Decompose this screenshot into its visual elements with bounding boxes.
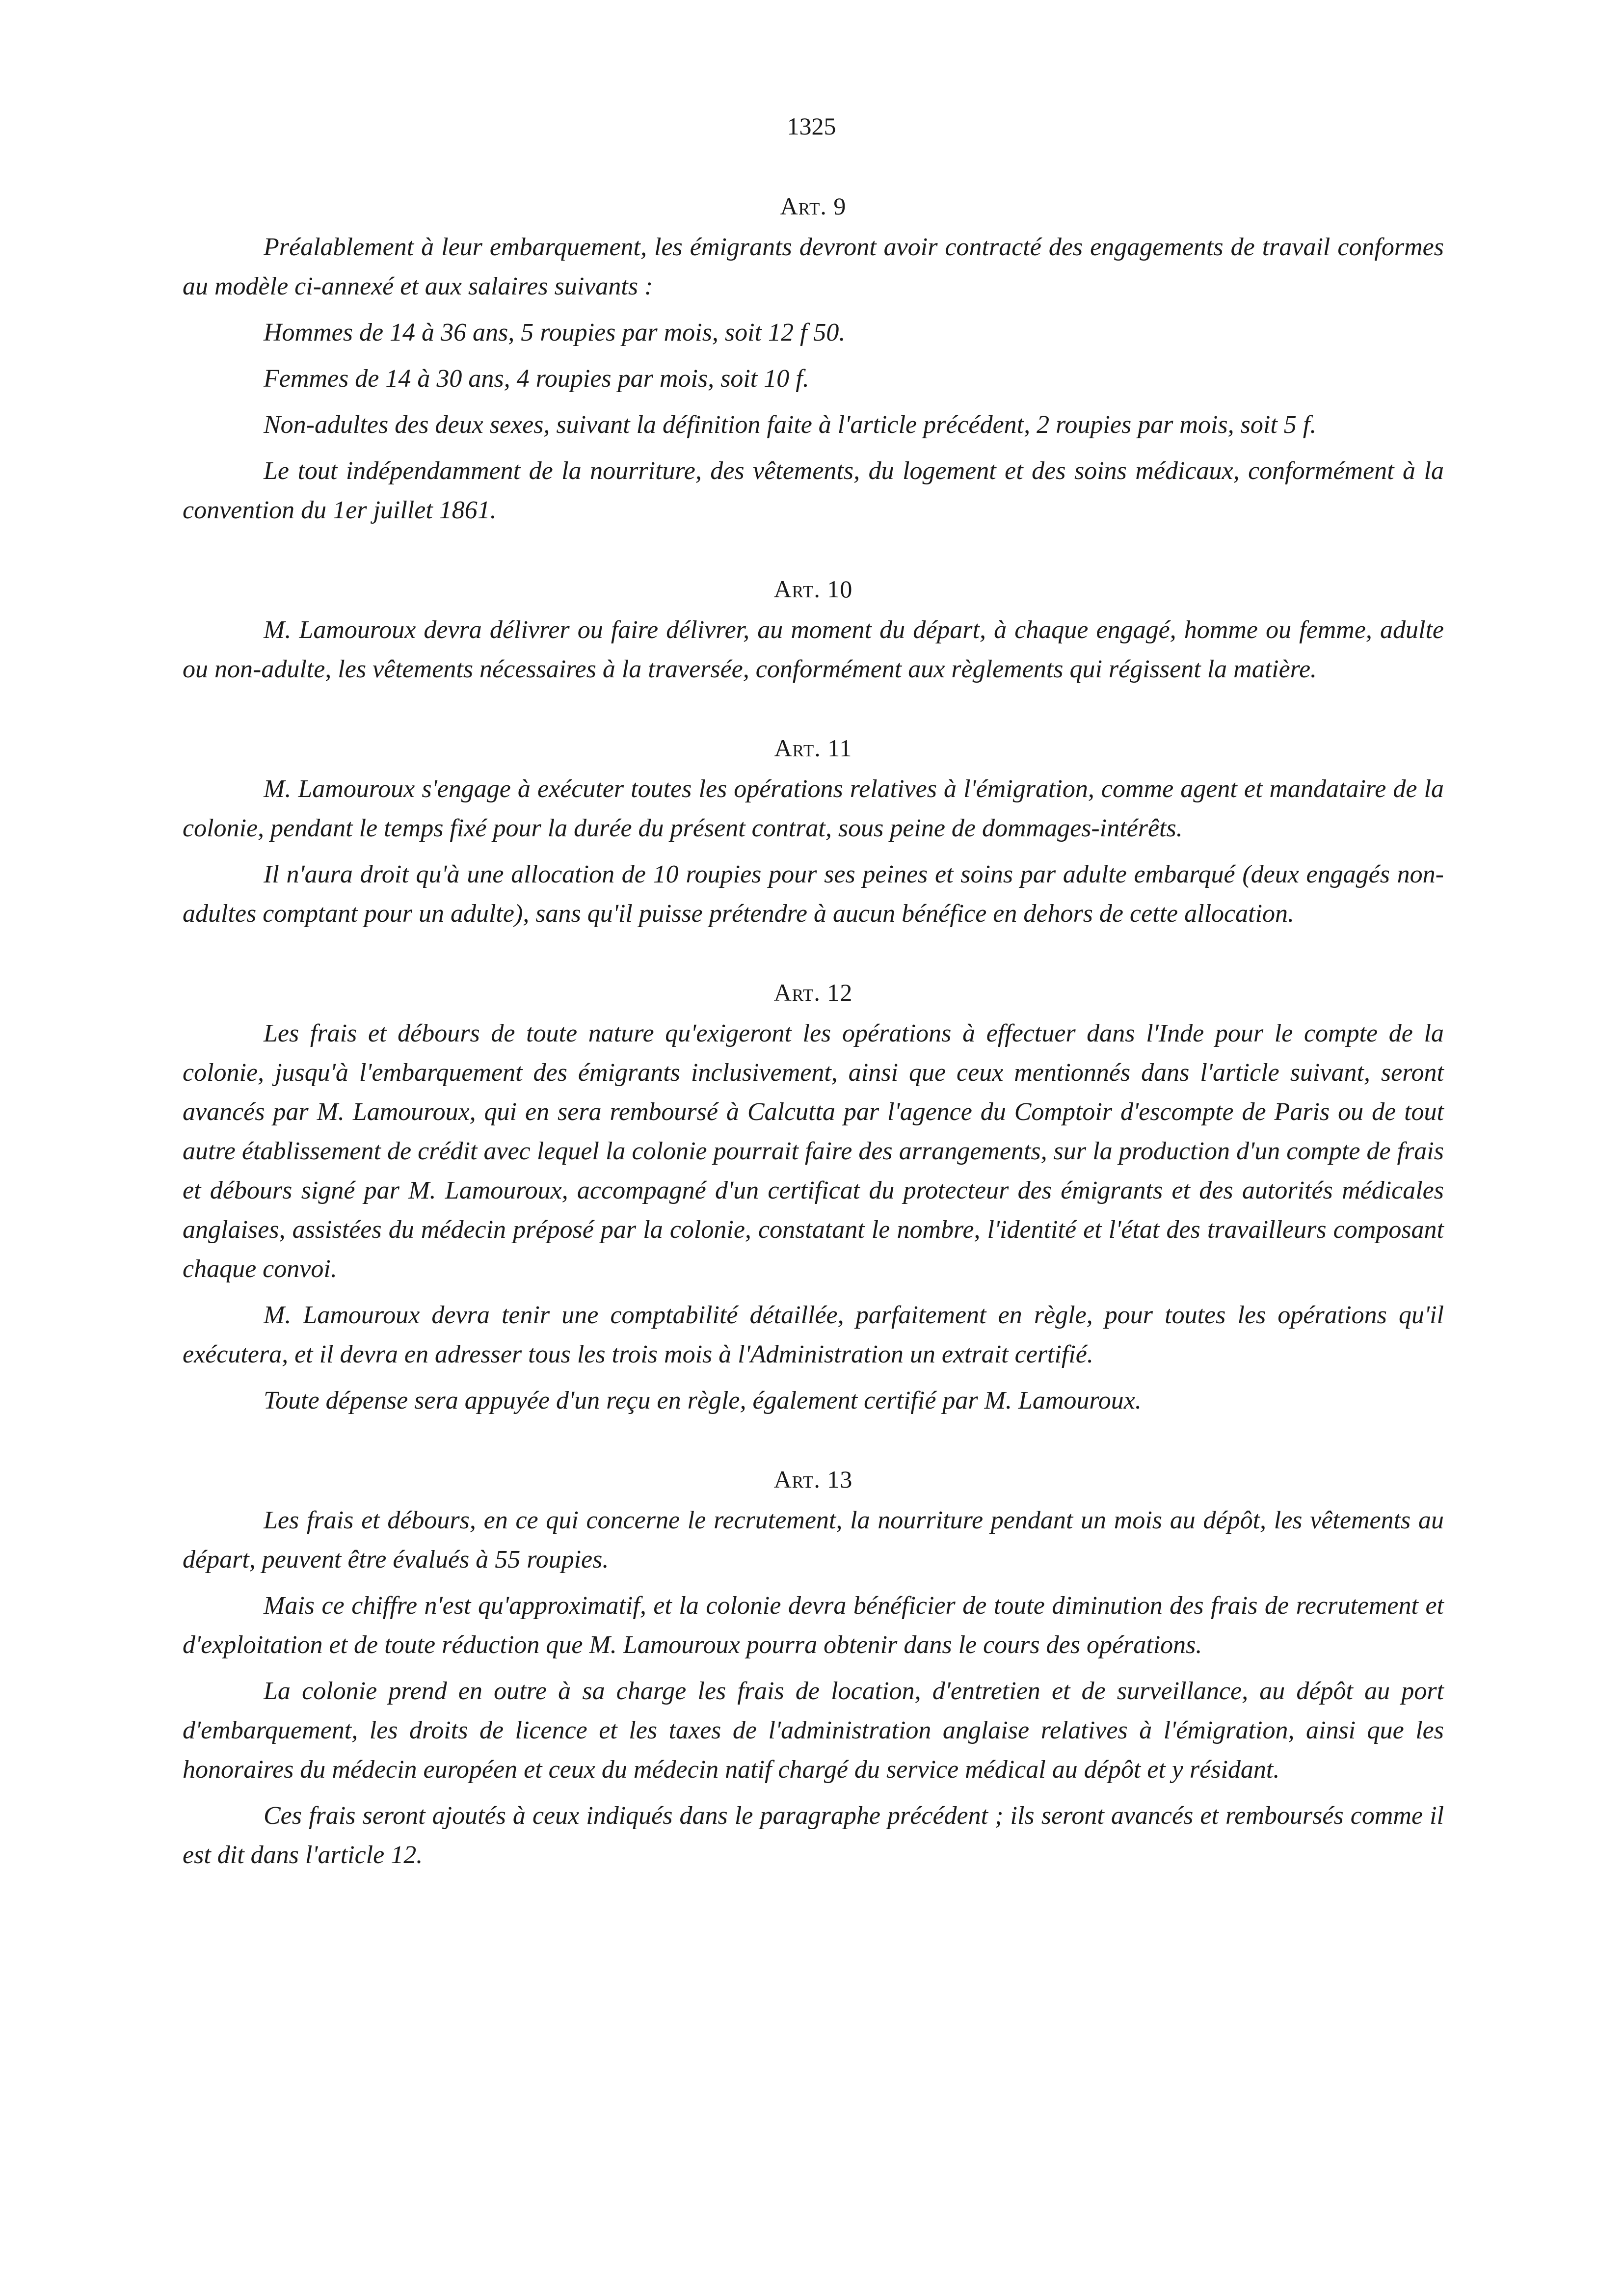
page-number: 1325 <box>787 112 836 140</box>
article-paragraph: Préalablement à leur embarquement, les émigrants devront avoir contracté des engagements de travail conformes au modèle ci-annexé et aux salaires suivants : <box>183 233 1444 300</box>
article-number: 9 <box>833 192 847 220</box>
article-label: Art. <box>773 979 821 1006</box>
article-label: Art. <box>773 575 821 603</box>
article-paragraph: Le tout indépendamment de la nourriture, des vêtements, du logement et des soins médicaux, conformément à la convention du 1er juillet 1861. <box>183 457 1444 524</box>
article-13 <box>183 1460 1444 1875</box>
article-paragraph: Toute dépense sera appuyée d'un reçu en règle, également certifié par M. Lamouroux. <box>264 1387 1142 1415</box>
article-paragraph: M. Lamouroux s'engage à exécuter toutes les opérations relatives à l'émigration, comme agent et mandataire de la colonie, pendant le temps fixé pour la durée du présent contrat, sous peine de dommages-intérêts. <box>183 775 1444 842</box>
article-number: 13 <box>827 1466 853 1493</box>
article-paragraph: Femmes de 14 à 30 ans, 4 roupies par mois, soit 10 f. <box>264 365 809 393</box>
article-10 <box>183 569 1444 689</box>
article-label: Art. <box>774 734 821 762</box>
article-paragraph: Les frais et débours, en ce qui concerne le recrutement, la nourriture pendant un mois au dépôt, les vêtements au départ, peuvent être évalués à 55 roupies. <box>183 1506 1444 1574</box>
article-12 <box>183 973 1444 1420</box>
article-heading <box>183 1460 1444 1499</box>
article-heading <box>183 973 1444 1012</box>
article-number: 10 <box>827 575 853 603</box>
article-paragraph: M. Lamouroux devra délivrer ou faire délivrer, au moment du départ, à chaque engagé, homme ou femme, adulte ou non-adulte, les vêtements nécessaires à la traversée, conformément aux règlements qui régissent la matière. <box>183 616 1444 683</box>
article-paragraph: Les frais et débours de toute nature qu'exigeront les opérations à effectuer dans l'Inde pour le compte de la colonie, jusqu'à l'embarquement des émigrants inclusivement, ainsi que ceux mentionnés dans l'article suivant, seront avancés par M. Lamouroux, qui en sera remboursé à Calcutta par l'agence du Comptoir d'escompte de Paris ou de tout autre établissement de crédit avec lequel la colonie pourrait faire des arrangements, sur la production d'un compte de frais et débours signé par M. Lamouroux, accompagné d'un certificat du protecteur des émigrants et des autorités médicales anglaises, assistées du médecin préposé par la colonie, constatant le nombre, l'identité et l'état des travailleurs composant chaque convoi. <box>183 1019 1444 1283</box>
article-number: 11 <box>827 734 852 762</box>
article-paragraph: Mais ce chiffre n'est qu'approximatif, et la colonie devra bénéficier de toute diminution des frais de recrutement et d'exploitation et de toute réduction que M. Lamouroux pourra obtenir dans le cours des opérations. <box>183 1592 1444 1659</box>
article-9 <box>183 187 1444 530</box>
article-paragraph: Hommes de 14 à 36 ans, 5 roupies par mois, soit 12 f 50. <box>264 319 846 347</box>
article-11 <box>183 728 1444 934</box>
article-paragraph: Ces frais seront ajoutés à ceux indiqués dans le paragraphe précédent ; ils seront avancés et remboursés comme il est dit dans l'article 12. <box>183 1802 1444 1869</box>
article-number: 12 <box>827 979 853 1006</box>
article-paragraph: La colonie prend en outre à sa charge les frais de location, d'entretien et de surveillance, au dépôt au port d'embarquement, les droits de licence et les taxes de l'administration anglaise relatives à l'émigration, ainsi que les honoraires du médecin européen et ceux du médecin natif chargé du service médical au dépôt et y résidant. <box>183 1677 1444 1784</box>
article-paragraph: Non-adultes des deux sexes, suivant la définition faite à l'article précédent, 2 roupies par mois, soit 5 f. <box>264 411 1317 439</box>
article-heading <box>183 569 1444 609</box>
article-heading <box>183 728 1444 768</box>
article-paragraph: Il n'aura droit qu'à une allocation de 10 roupies pour ses peines et soins par adulte embarqué (deux engagés non-adultes comptant pour un adulte), sans qu'il puisse prétendre à aucun bénéfice en dehors de cette allocation. <box>183 860 1444 928</box>
document-body <box>183 187 1444 1914</box>
article-paragraph: M. Lamouroux devra tenir une comptabilité détaillée, parfaitement en règle, pour toutes les opérations qu'il exécutera, et il devra en adresser tous les trois mois à l'Administration un extrait certifié. <box>183 1301 1444 1368</box>
article-label: Art. <box>780 192 827 220</box>
article-heading <box>183 187 1444 226</box>
article-label: Art. <box>773 1466 821 1493</box>
